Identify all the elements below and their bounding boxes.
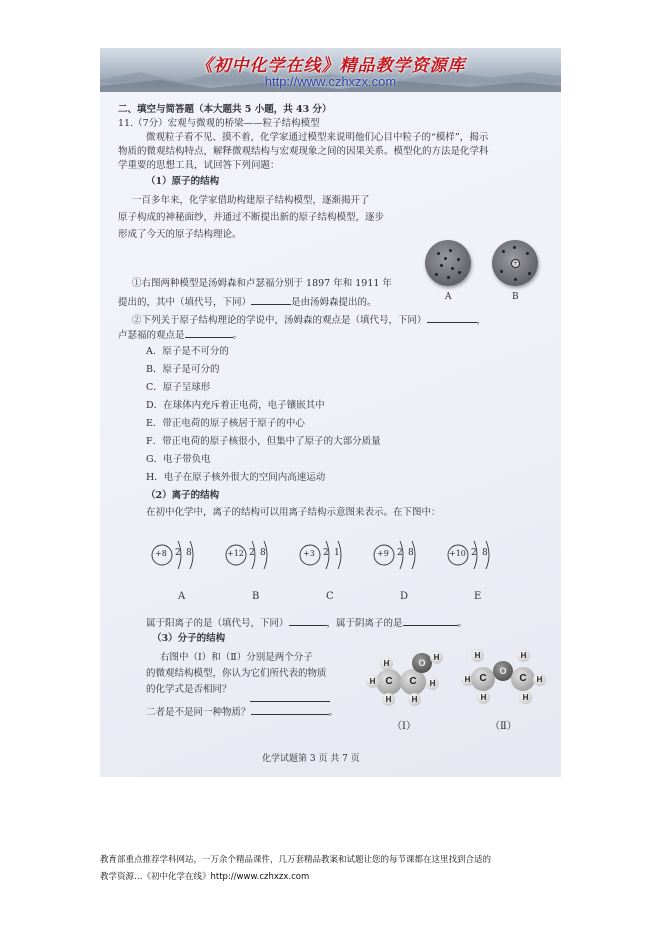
- shell-electron-count: 2: [175, 548, 181, 558]
- molecule-ii-model: [455, 647, 555, 717]
- question-title: 11.（7分）宏观与微观的桥梁——粒子结构模型: [118, 118, 320, 129]
- page-number-footer: 化学试题第 3 页 共 7 页: [262, 754, 360, 764]
- shell-electron-count: 8: [408, 548, 414, 558]
- part1-text-1: 一百多年来，化学家借助构建原子结构模型，逐渐揭开了: [132, 195, 370, 206]
- part3-text-3: [146, 684, 232, 696]
- shell-electron-count: 8: [186, 548, 192, 558]
- nucleus-charge: +8: [155, 549, 167, 558]
- q1-answer-blank[interactable]: [251, 295, 291, 305]
- shell-electron-count: 2: [471, 548, 477, 558]
- part1-text-3: 形成了今天的原子结构理论。: [118, 229, 242, 240]
- ion-label: C: [326, 591, 334, 602]
- shell-electron-count: 8: [260, 548, 266, 558]
- part3-text-2: 的微观结构模型，你认为它们所代表的物质: [146, 668, 327, 679]
- q2-line-1: ②下列关于原子结构理论的学说中，汤姆森的观点是（填代号，下同） ，: [132, 315, 487, 326]
- ion-diagram-a: [148, 535, 218, 602]
- shell-electron-count: 8: [482, 548, 488, 558]
- same-substance-answer-blank[interactable]: [251, 705, 329, 715]
- option-f: F．带正电荷的原子核很小，但集中了原子的大部分质量: [146, 436, 381, 447]
- rutherford-answer-blank[interactable]: [185, 328, 233, 338]
- carbon-atom: C: [376, 669, 402, 695]
- q2-prompt: ②下列关于原子结构理论的学说中，汤姆森的观点是（填代号，下同）: [132, 315, 427, 326]
- ion-diagram-d: [370, 535, 440, 602]
- ion-label: A: [178, 591, 186, 602]
- formula-answer-blank[interactable]: [250, 692, 330, 702]
- shell-electron-count: 1: [334, 548, 340, 558]
- model-label-a: A: [445, 292, 452, 302]
- model-label-b: B: [512, 292, 519, 302]
- hydrogen-atom: H: [477, 691, 490, 704]
- part3-text-4: 二者是不是同一种物质？ 。: [146, 707, 339, 718]
- option-a: A．原子是不可分的: [146, 346, 229, 357]
- scanned-exam-page: [100, 92, 561, 777]
- carbon-atom: C: [471, 667, 495, 691]
- thomson-answer-blank[interactable]: [427, 313, 477, 323]
- shell-electron-count: 2: [249, 548, 255, 558]
- carbon-atom: C: [400, 669, 426, 695]
- option-h: H．电子在原子核外很大的空间内高速运动: [146, 472, 326, 483]
- site-banner: [100, 48, 561, 92]
- anion-answer-blank[interactable]: [403, 616, 458, 626]
- nucleus-charge: +3: [303, 549, 315, 558]
- cation-prompt: 属于阳离子的是（填代号，下同）: [146, 618, 289, 629]
- rutherford-model-image: +: [492, 240, 538, 286]
- part2-text: 在初中化学中，离子的结构可以用离子结构示意图来表示。在下图中：: [146, 507, 441, 518]
- intro-line-3: 学重要的思想工具，试回答下列问题：: [118, 160, 280, 171]
- ion-diagram-b: [222, 535, 292, 602]
- hydrogen-atom: H: [366, 675, 379, 688]
- hydrogen-atom: H: [519, 691, 532, 704]
- part1-title: （1）原子的结构: [146, 176, 220, 187]
- molecule-ii-label: （Ⅱ）: [490, 721, 517, 732]
- hydrogen-atom: H: [430, 651, 443, 664]
- q2-line-2: 卢瑟福的观点是 。: [118, 330, 243, 341]
- oxygen-atom: O: [412, 653, 432, 673]
- anion-prompt: ，属于阴离子的是: [326, 618, 403, 629]
- ion-question: 属于阳离子的是（填代号，下同） ，属于阴离子的是 。: [146, 618, 468, 629]
- footer-promo-line-2[interactable]: 教学资源…《初中化学在线》http://www.czhxzx.com: [100, 872, 310, 882]
- option-d: D．在球体内充斥着正电荷，电子镶嵌其中: [146, 400, 325, 411]
- shell-electron-count: 2: [323, 548, 329, 558]
- cation-answer-blank[interactable]: [289, 616, 327, 626]
- nucleus-charge: +10: [449, 549, 466, 558]
- molecule-i-model: [360, 647, 450, 717]
- q1-line-2: [118, 295, 377, 309]
- q1-line-1: ①右图两种模型是汤姆森和卢瑟福分别于 1897 年和 1911 年: [132, 278, 392, 289]
- molecule-i-label: （Ⅰ）: [392, 721, 416, 732]
- same-substance-prompt: 二者是不是同一种物质？: [146, 707, 251, 718]
- part3-text-1: 右图中（Ⅰ）和（Ⅱ）分别是两个分子: [160, 652, 313, 663]
- ion-diagram-c: [296, 535, 366, 602]
- hydrogen-atom: H: [426, 677, 439, 690]
- oxygen-atom: O: [493, 661, 513, 681]
- q1-suffix: 是由汤姆森提出的。: [291, 297, 377, 308]
- part2-title: （2）离子的结构: [146, 490, 220, 501]
- hydrogen-atom: H: [408, 693, 421, 706]
- option-e: E．带正电荷的原子核居于原子的中心: [146, 418, 305, 429]
- hydrogen-atom: H: [533, 673, 546, 686]
- part1-text-2: 原子构成的神秘面纱，并通过不断提出新的原子结构模型，逐步: [118, 212, 385, 223]
- hydrogen-atom: H: [380, 657, 393, 670]
- banner-url-link[interactable]: http://www.czhxzx.com: [264, 74, 397, 89]
- ion-label: E: [474, 591, 482, 602]
- q1-prompt: 提出的，其中（填代号，下同）: [118, 297, 252, 308]
- formula-prompt: 的化学式是否相同？: [146, 684, 232, 695]
- hydrogen-atom: H: [461, 673, 474, 686]
- thomson-model-image: [425, 240, 471, 286]
- option-g: G．电子带负电: [146, 454, 211, 465]
- hydrogen-atom: H: [517, 649, 530, 662]
- shell-electron-count: 2: [397, 548, 403, 558]
- nucleus-charge: +12: [227, 549, 244, 558]
- intro-line-2: 物质的微观结构特点，解释微观结构与宏观现象之间的因果关系。模型化的方法是化学科: [118, 146, 489, 157]
- banner-title: 《初中化学在线》精品教学资源库: [195, 56, 466, 76]
- hydrogen-atom: H: [471, 649, 484, 662]
- ion-label: B: [252, 591, 260, 602]
- option-c: C．原子呈球形: [146, 382, 211, 393]
- option-b: B．原子是可分的: [146, 364, 220, 375]
- footer-promo-line-1: 教育部重点推荐学科网站，一万余个精品课件，几万套精品教案和试题让您的每节课都在这里找到合适的: [100, 855, 492, 865]
- part3-title: （3）分子的结构: [152, 633, 226, 644]
- nucleus-charge: +9: [377, 549, 389, 558]
- hydrogen-atom: H: [382, 693, 395, 706]
- carbon-atom: C: [511, 667, 535, 691]
- intro-line-1: 微观粒子看不见、摸不着，化学家通过模型来说明他们心目中粒子的“模样”，揭示: [146, 132, 489, 143]
- section-header: 二、填空与简答题（本大题共 5 小题，共 43 分）: [118, 104, 332, 115]
- ion-diagram-e: [444, 535, 514, 602]
- ion-label: D: [400, 591, 409, 602]
- q2-prompt-2: 卢瑟福的观点是: [118, 330, 185, 341]
